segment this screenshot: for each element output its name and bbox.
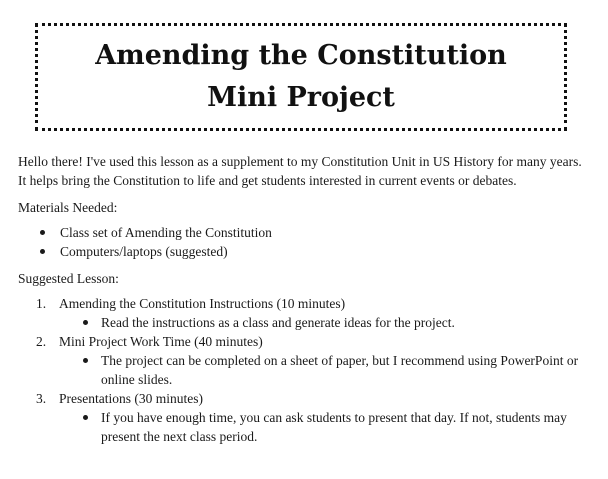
step-number: 1. xyxy=(36,296,47,311)
lesson-step xyxy=(18,389,590,446)
step-details xyxy=(59,313,590,332)
step-text: Amending the Constitution Instructions (10 minutes) xyxy=(59,296,346,311)
materials-item: Class set of Amending the Constitution xyxy=(18,223,590,242)
step-detail: Read the instructions as a class and generate ideas for the project. xyxy=(59,313,590,332)
step-number: 2. xyxy=(36,334,47,349)
lesson-step xyxy=(18,294,590,332)
step-details xyxy=(59,351,590,389)
step-detail: If you have enough time, you can ask students to present that day. If not, students may present the next class period. xyxy=(59,408,590,446)
lesson-heading: Suggested Lesson: xyxy=(18,271,119,286)
step-text: Mini Project Work Time (40 minutes) xyxy=(59,334,263,349)
lesson-steps xyxy=(18,294,590,446)
materials-item: Computers/laptops (suggested) xyxy=(18,242,590,261)
title-line-2: Mini Project xyxy=(207,82,395,113)
title-box xyxy=(35,23,567,131)
title-line-1: Amending the Constitution xyxy=(95,40,507,71)
materials-heading: Materials Needed: xyxy=(18,200,118,215)
lesson-step xyxy=(18,332,590,389)
step-text: Presentations (30 minutes) xyxy=(59,391,203,406)
materials-list xyxy=(18,223,590,261)
intro-paragraph: Hello there! I've used this lesson as a supplement to my Constitution Unit in US History for many years. It helps bring the Constitution to life and get students interested in current events or debates. xyxy=(18,154,582,188)
step-detail: The project can be completed on a sheet of paper, but I recommend using PowerPoint or online slides. xyxy=(59,351,590,389)
document-body xyxy=(18,152,590,446)
step-number: 3. xyxy=(36,391,47,406)
step-details xyxy=(59,408,590,446)
